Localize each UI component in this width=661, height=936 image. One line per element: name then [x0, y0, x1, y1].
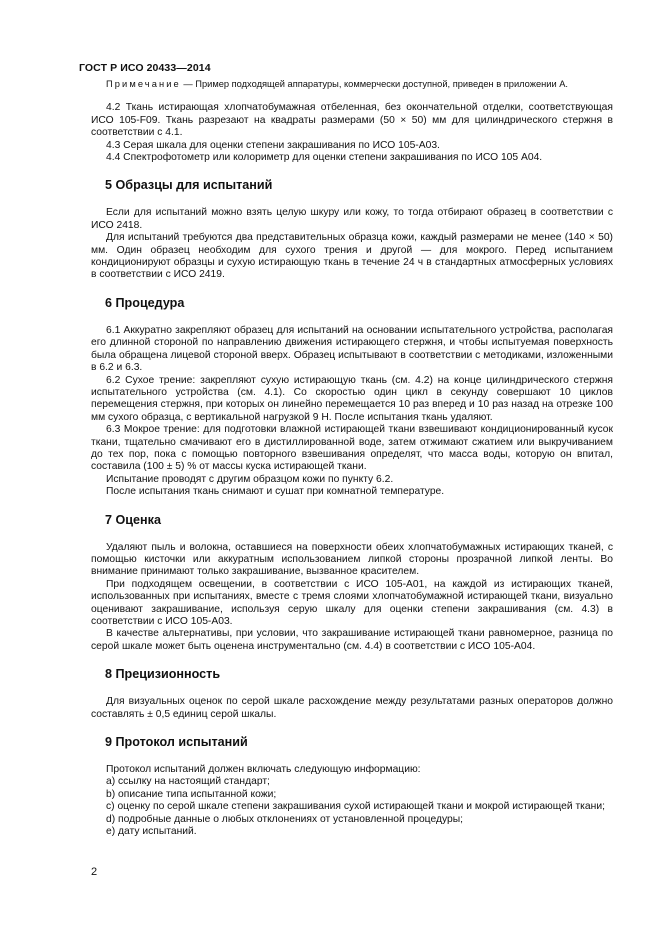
paragraph-5-2: Для испытаний требуются два представительных образца кожи, каждый размерами не менее (140 × 50) мм. Один образец необходим для сухого трения и другой — для мокрого. Перед испытанием кондиционируют образцы и сухую истирающую ткань в течение 24 ч в стандартных атмосферных условиях в соответствии с ИСО 2419. [91, 232, 613, 281]
paragraph-7-2: При подходящем освещении, в соответствии с ИСО 105-А01, на каждой из истирающих тканей, использованных при испытаниях, вместе с тремя слоями хлопчатобумажной истирающей ткани, визуально оценивают закрашивание, используя серую шкалу для оценки степени закрашивания (см. 4.3) в соответствии с ИСО 105-А03. [91, 578, 613, 627]
paragraph-9-intro: Протокол испытаний должен включать следующую информацию: [106, 764, 421, 776]
paragraph-6-3: 6.3 Мокрое трение: для подготовки влажной истирающей ткани взвешивают кондиционированный кусок ткани, тщательно смачивают его в дистиллированной воде, затем отжимают сжатием или выкручиванием до тех пор, пока с помощью повторного взвешивания определят, что масса воды, которую он впитал, составила (100 ± 5) % от массы куска истирающей ткани. [91, 424, 613, 473]
note [91, 78, 613, 90]
section-heading-9: 9 Протокол испытаний [105, 735, 248, 750]
list-item-b: b) описание типа испытанной кожи; [106, 788, 277, 800]
document-body [91, 78, 613, 838]
paragraph-7-1: Удаляют пыль и волокна, оставшиеся на поверхности обеих хлопчатобумажных истирающих тканей, с помощью кисточки или аккуратным использованием липкой стороны прозрачной липкой ленты. Во внимание принимают только закрашивание, вызванное красителем. [91, 541, 613, 578]
paragraph-6-after: После испытания ткань снимают и сушат при комнатной температуре. [106, 486, 445, 498]
list-item-e: e) дату испытаний. [106, 826, 197, 838]
paragraph-8-1: Для визуальных оценок по серой шкале расхождение между результатами разных операторов должно составлять ± 0,5 единиц серой шкалы. [91, 696, 613, 720]
paragraph-7-3: В качестве альтернативы, при условии, что закрашивание истирающей ткани равномерное, разница по серой шкале может быть оценена инструментально (см. 4.4) в соответствии с ИСО 105-А04. [91, 628, 613, 652]
list-item-c: c) оценку по серой шкале степени закрашивания сухой истирающей ткани и мокрой истирающей ткани; [106, 801, 605, 813]
paragraph-6-repeat: Испытание проводят с другим образцом кожи по пункту 6.2. [106, 473, 394, 485]
paragraph-4-4: 4.4 Спектрофотометр или колориметр для оценки степени закрашивания по ИСО 105 А04. [106, 152, 543, 164]
list-item-a: а) ссылку на настоящий стандарт; [106, 776, 270, 788]
paragraph-6-1: 6.1 Аккуратно закрепляют образец для испытаний на основании испытательного устройства, располагая его длинной стороной по направлению движения истирающего стержня, и чтобы испытуемая поверхность была обращена лицевой стороной вверх. Образец испытывают в соответствии с методиками, изложенными в 6.2 и 6.3. [91, 324, 613, 374]
paragraph-6-2: 6.2 Сухое трение: закрепляют сухую истирающую ткань (см. 4.2) на конце цилиндрического стержня испытательного устройства (см. 4.1). Со скоростью один цикл в секунду совершают 10 циклов перемещения стержня, при которых он линейно перемещается 10 раз вперед и 10 раз назад на отрезке 100 мм сухого образца, с вертикальной нагрузкой 9 Н. После испытания ткань удаляют. [91, 374, 613, 423]
note-label: Примечание [106, 79, 181, 89]
section-heading-8: 8 Прецизионность [105, 667, 221, 682]
note-text: — Пример подходящей аппаратуры, коммерчески доступной, приведен в приложении А. [180, 79, 569, 89]
section-heading-6: 6 Процедура [105, 295, 185, 310]
document-header-code: ГОСТ Р ИСО 20433—2014 [79, 62, 211, 74]
paragraph-4-3: 4.3 Серая шкала для оценки степени закрашивания по ИСО 105-А03. [106, 139, 440, 151]
list-item-d: d) подробные данные о любых отклонениях от установленной процедуры; [106, 813, 463, 825]
section-heading-5: 5 Образцы для испытаний [105, 178, 273, 193]
page-number: 2 [91, 866, 98, 878]
paragraph-5-1: Если для испытаний можно взять целую шкуру или кожу, то тогда отбирают образец в соответствии с ИСО 2418. [91, 207, 613, 231]
paragraph-4-2: 4.2 Ткань истирающая хлопчатобумажная отбеленная, без окончательной отделки, соответствующая ИСО 105-F09. Ткань разрезают на квадраты размерами (50 × 50) мм для цилиндрического стержня в соответствии с 4.1. [91, 102, 613, 139]
section-heading-7: 7 Оценка [105, 512, 161, 527]
